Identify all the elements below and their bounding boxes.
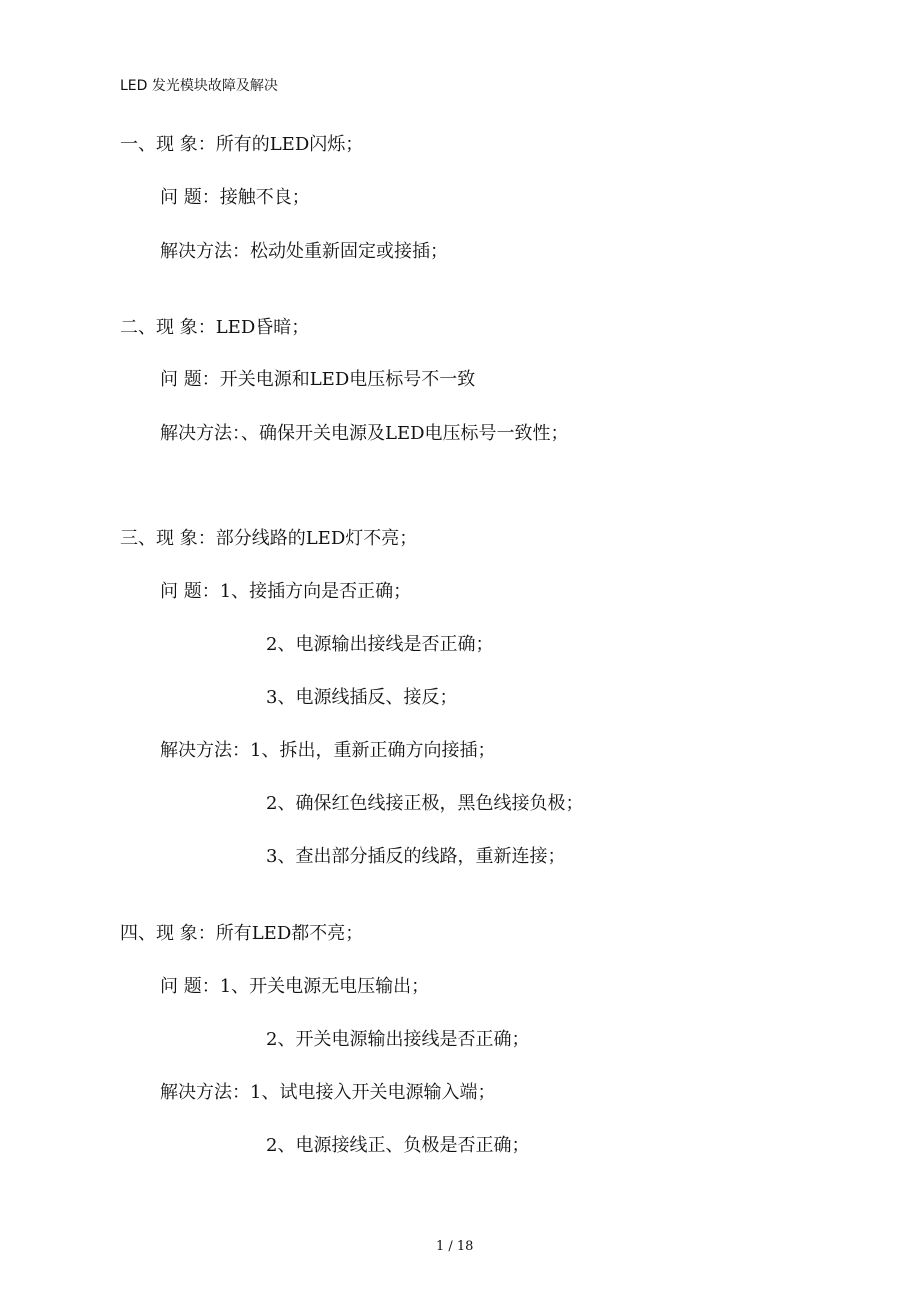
section-4-problem-2: 2、开关电源输出接线是否正确； [266,1029,530,1050]
section-2-phenomenon: 二、现 象：LED昏暗； [120,317,310,338]
section-3-problem-1: 问 题：1、接插方向是否正确； [160,581,412,602]
section-3-phenomenon: 三、现 象：部分线路的LED灯不亮； [120,528,418,549]
section-3-problem-3: 3、电源线插反、接反； [266,687,458,708]
document-title: LED 发光模块故障及解决 [120,78,278,94]
section-2-problem: 问 题：开关电源和LED电压标号不一致 [160,369,476,390]
section-3-solution-3: 3、查出部分插反的线路，重新连接； [266,846,566,867]
section-1-solution: 解决方法：松动处重新固定或接插； [160,241,448,262]
section-4-solution-2: 2、电源接线正、负极是否正确； [266,1135,530,1156]
section-1-problem: 问 题：接触不良； [160,187,310,208]
section-4-solution-1: 解决方法：1、试电接入开关电源输入端； [160,1082,496,1103]
section-3-solution-1: 解决方法：1、拆出，重新正确方向接插； [160,740,496,761]
page-number: 1 / 18 [436,1239,474,1254]
section-1-phenomenon: 一、现 象：所有的LED闪烁； [120,134,364,155]
section-3-solution-2: 2、确保红色线接正极，黑色线接负极； [266,793,584,814]
section-4-phenomenon: 四、现 象：所有LED都不亮； [120,923,364,944]
section-4-problem-1: 问 题：1、开关电源无电压输出； [160,976,430,997]
section-3-problem-2: 2、电源输出接线是否正确； [266,634,494,655]
section-2-solution: 解决方法：、确保开关电源及LED电压标号一致性； [160,423,569,444]
